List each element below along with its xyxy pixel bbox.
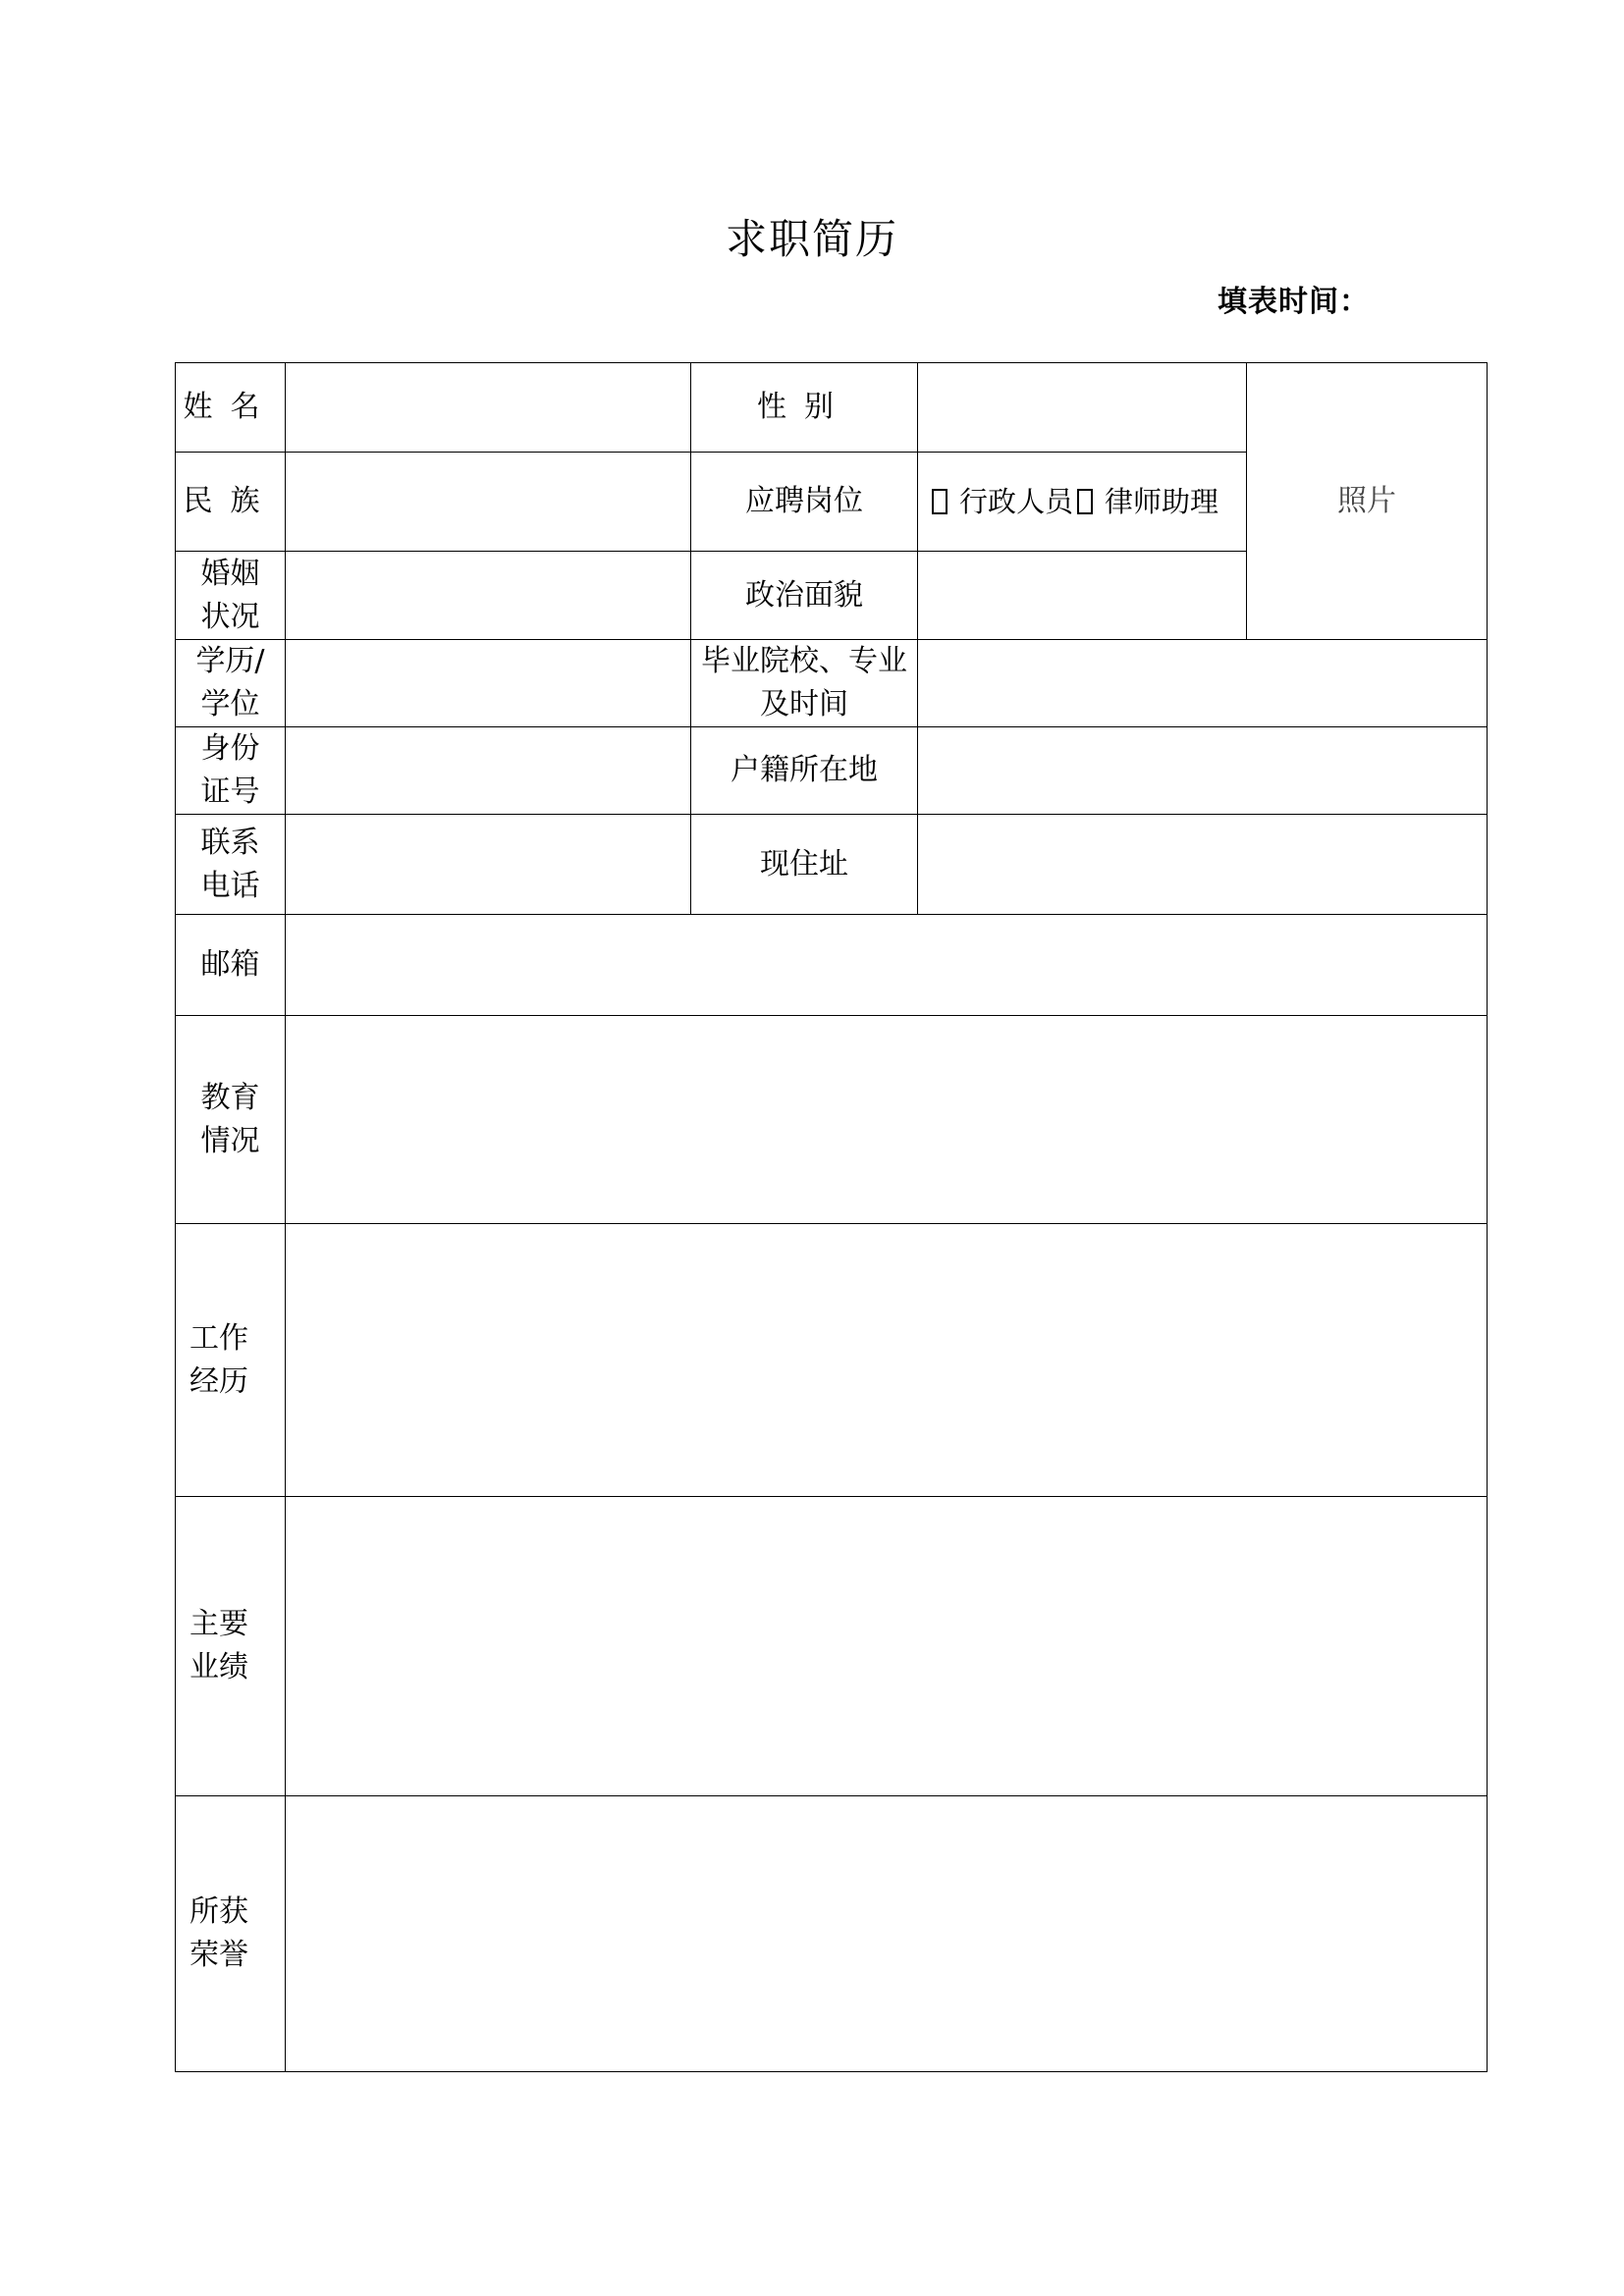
political-field[interactable] (918, 552, 1247, 640)
marital-label-line1: 婚姻 (200, 556, 260, 591)
hukou-label: 户籍所在地 (691, 727, 918, 815)
honor-label (176, 1796, 286, 2072)
honor-label-line2: 荣誉 (189, 1938, 248, 1972)
row-degree (176, 640, 1488, 727)
marital-field[interactable] (286, 552, 691, 640)
email-label: 邮箱 (176, 915, 286, 1016)
row-work (176, 1224, 1488, 1497)
gender-label: 性别 (691, 363, 918, 453)
honor-field[interactable] (286, 1796, 1488, 2072)
school-field[interactable] (918, 640, 1488, 727)
name-label: 姓名 (176, 363, 286, 453)
position-options (918, 453, 1247, 552)
degree-label-line1: 学历/ (195, 644, 265, 678)
id-label-line2: 证号 (200, 774, 260, 809)
row-education (176, 1016, 1488, 1224)
row-name (176, 363, 1488, 453)
marital-label-line2: 状况 (200, 599, 260, 634)
row-email (176, 915, 1488, 1016)
option-admin-label: 行政人员 (959, 485, 1074, 518)
education-label (176, 1016, 286, 1224)
name-field[interactable] (286, 363, 691, 453)
work-label (176, 1224, 286, 1497)
marital-label (176, 552, 286, 640)
achievement-label-line2: 业绩 (189, 1650, 248, 1684)
degree-label-line2: 学位 (200, 687, 260, 721)
id-field[interactable] (286, 727, 691, 815)
phone-label (176, 815, 286, 915)
hukou-field[interactable] (918, 727, 1488, 815)
row-id (176, 727, 1488, 815)
ethnicity-label: 民族 (176, 453, 286, 552)
education-field[interactable] (286, 1016, 1488, 1224)
education-label-line1: 教育 (200, 1080, 260, 1115)
phone-field[interactable] (286, 815, 691, 915)
phone-label-line1: 联系 (200, 825, 260, 860)
document-title: 求职简历 (725, 215, 898, 263)
id-label-line1: 身份 (200, 731, 260, 766)
row-phone (176, 815, 1488, 915)
photo-label: 照片 (1337, 483, 1396, 518)
row-achievement (176, 1497, 1488, 1796)
resume-form-table (175, 362, 1488, 2072)
gender-field[interactable] (918, 363, 1247, 453)
school-label (691, 640, 918, 727)
photo-cell[interactable] (1247, 363, 1488, 640)
degree-field[interactable] (286, 640, 691, 727)
email-field[interactable] (286, 915, 1488, 1016)
political-label: 政治面貌 (691, 552, 918, 640)
address-label: 现住址 (691, 815, 918, 915)
phone-label-line2: 电话 (200, 868, 260, 903)
position-label: 应聘岗位 (691, 453, 918, 552)
education-label-line2: 情况 (200, 1123, 260, 1158)
checkbox-lawyer-assistant[interactable] (1077, 489, 1093, 514)
fill-time-label: 填表时间： (1218, 285, 1370, 319)
achievement-field[interactable] (286, 1497, 1488, 1796)
work-label-line2: 经历 (189, 1363, 248, 1399)
work-field[interactable] (286, 1224, 1488, 1497)
work-label-line1: 工作 (189, 1320, 248, 1356)
degree-label (176, 640, 286, 727)
honor-label-line1: 所获 (189, 1895, 248, 1929)
achievement-label-line1: 主要 (189, 1607, 248, 1641)
school-label-line1: 毕业院校、专业 (701, 644, 907, 678)
id-label (176, 727, 286, 815)
address-field[interactable] (918, 815, 1488, 915)
school-label-line2: 及时间 (760, 687, 848, 721)
achievement-label (176, 1497, 286, 1796)
option-lawyer-assistant-label: 律师助理 (1105, 485, 1219, 518)
ethnicity-field[interactable] (286, 453, 691, 552)
checkbox-admin[interactable] (932, 489, 947, 514)
row-honor (176, 1796, 1488, 2072)
